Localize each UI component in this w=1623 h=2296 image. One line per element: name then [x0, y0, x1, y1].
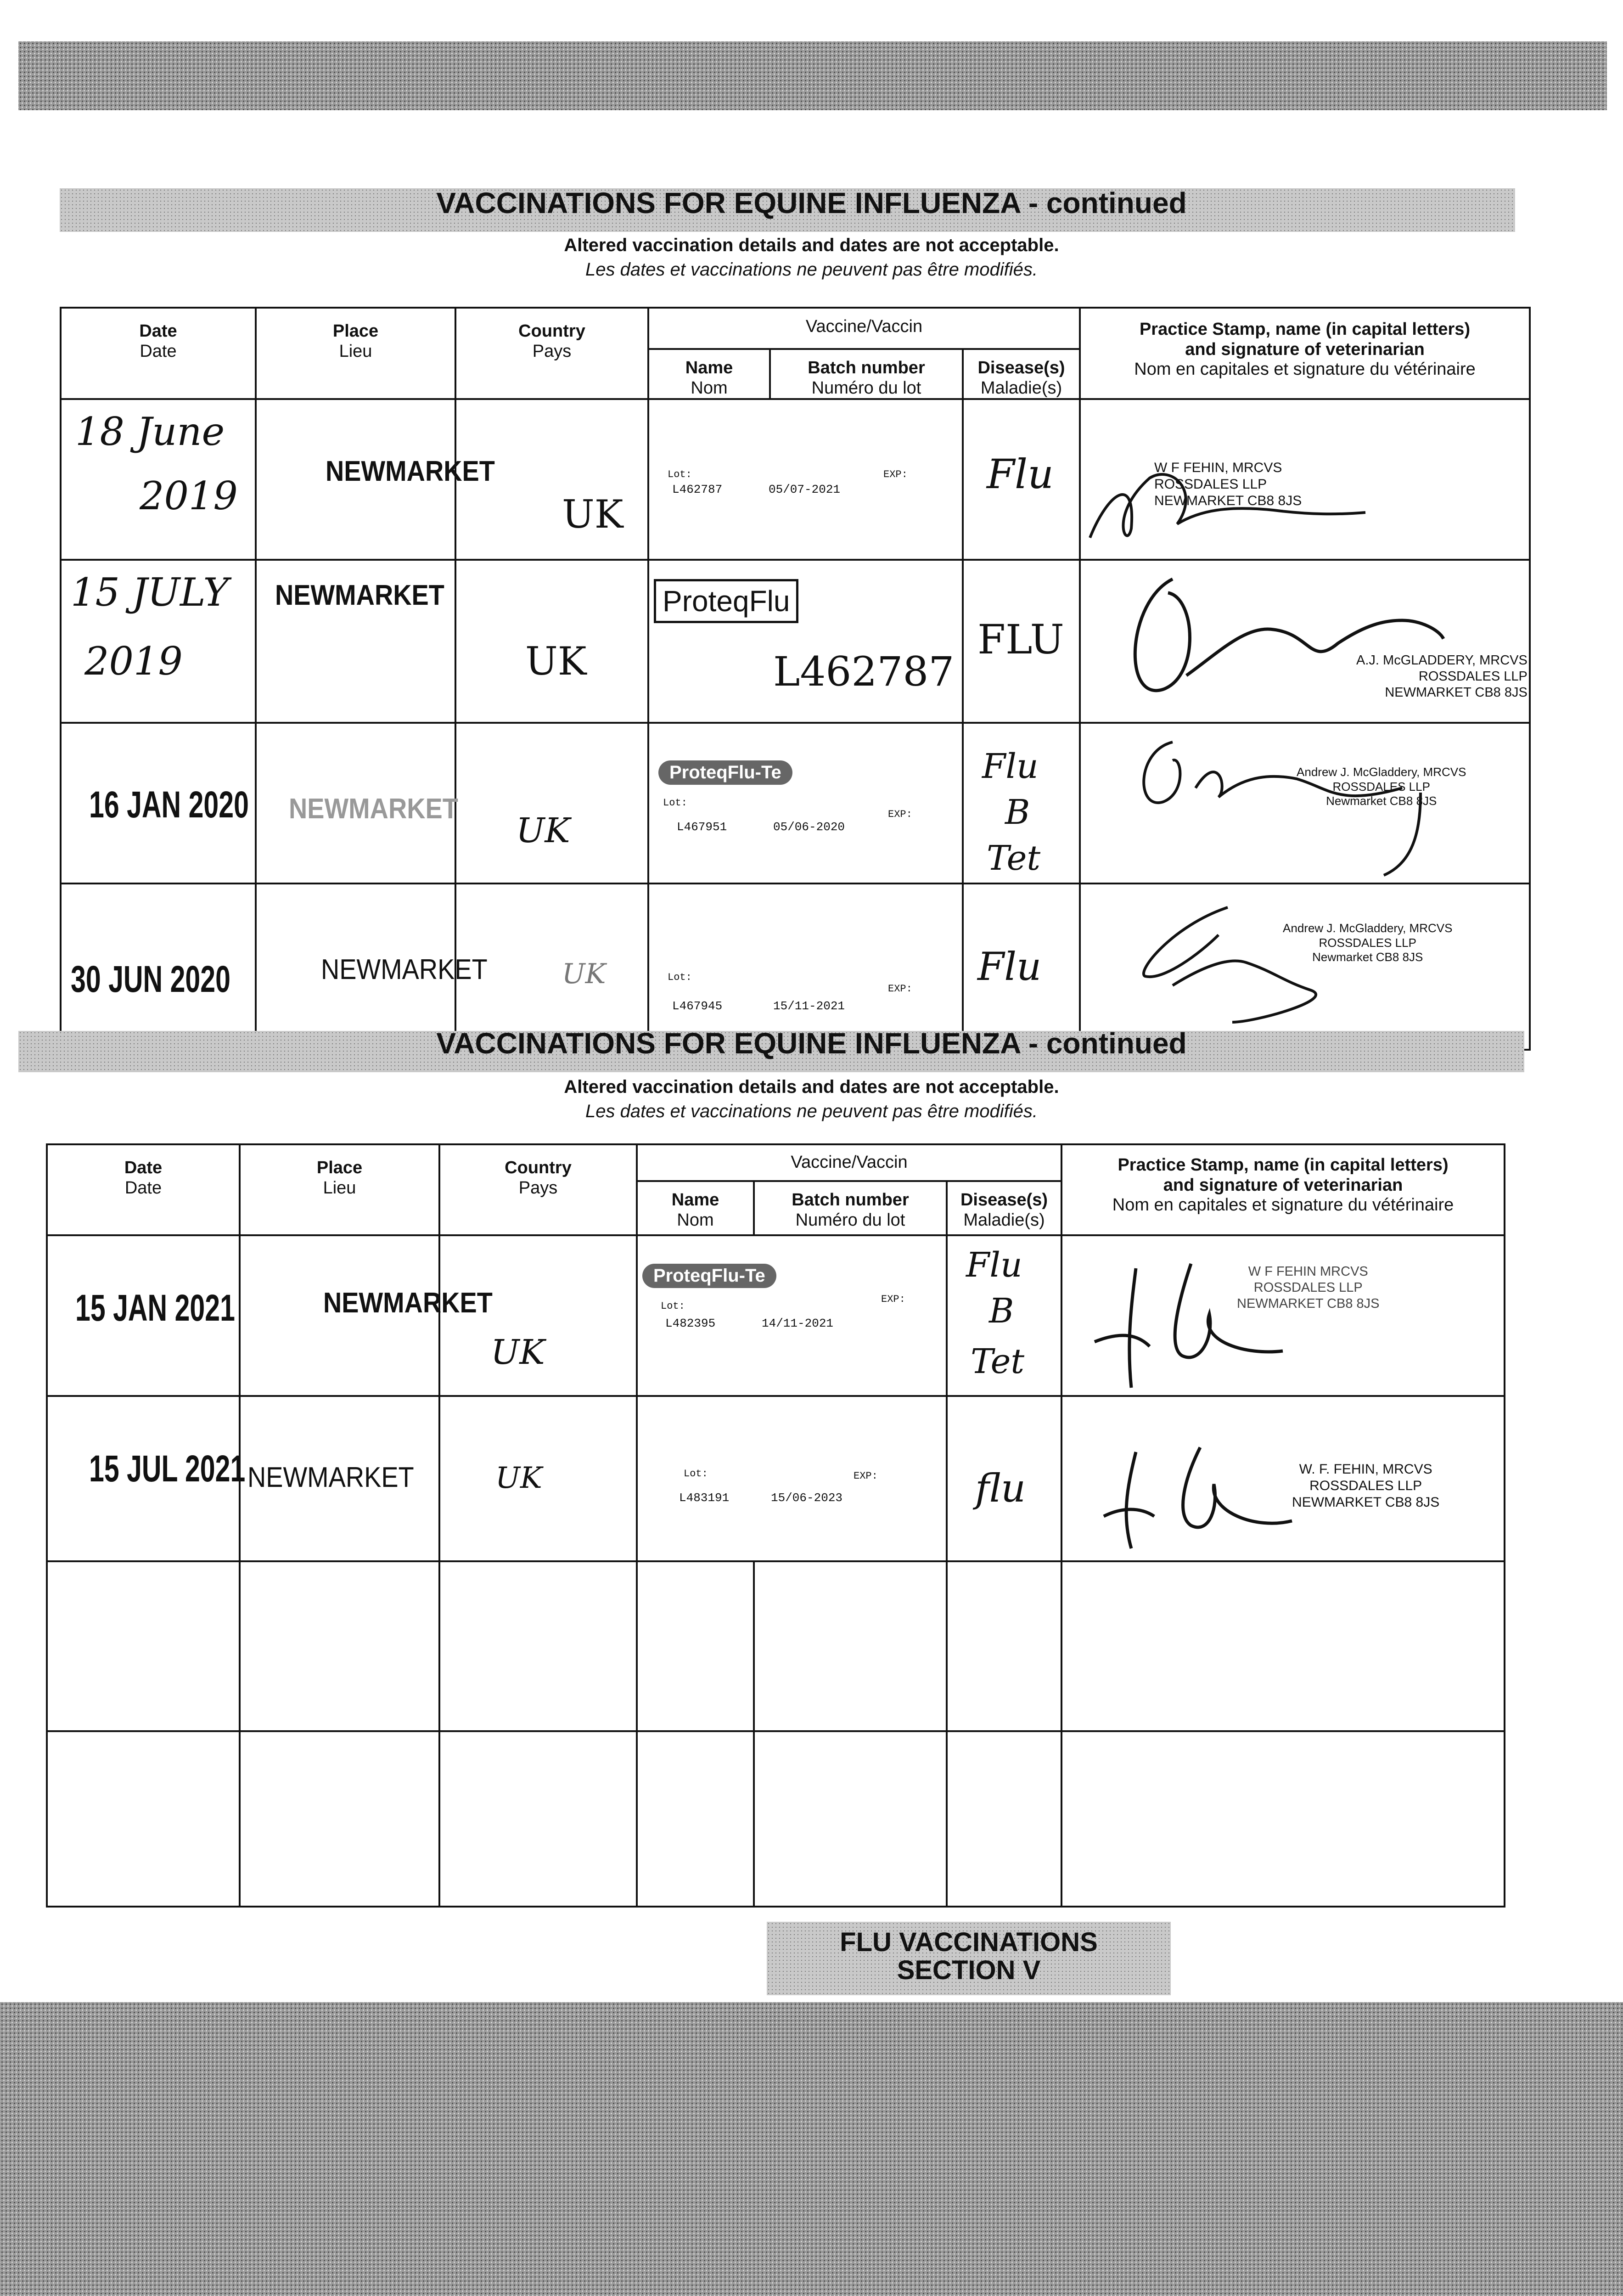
date-stamp: 30 JUN 2020: [71, 958, 230, 1001]
expiry-date: 15/06-2023: [771, 1491, 843, 1505]
expiry-date: 14/11-2021: [762, 1317, 834, 1330]
vaccine-name-sticker: ProteqFlu-Te: [642, 1264, 776, 1288]
vaccination-table-top: [60, 307, 1531, 1051]
signature: [1081, 400, 1531, 561]
disease-handwritten: Flu: [966, 1245, 1022, 1285]
place-stamp: NEWMARKET: [323, 1287, 493, 1319]
notice-fr-bottom: Les dates et vaccinations ne peuvent pas être modifiés.: [585, 1101, 1038, 1121]
country-handwritten: UK: [562, 958, 606, 990]
notice-en-bottom: Altered vaccination details and dates are not acceptable.: [564, 1077, 1059, 1097]
header-practice-stamp: Practice Stamp, name (in capital letters) and signature of veterinarian Nom en capitales et signature du vétérinaire: [1061, 1144, 1505, 1235]
country-handwritten: UK: [525, 639, 587, 684]
disease-handwritten: flu: [975, 1466, 1026, 1511]
date-handwritten: 15 JULY: [71, 570, 229, 615]
notice-en-top: Altered vaccination details and dates are not acceptable.: [564, 235, 1059, 255]
lot-label: Lot:: [663, 797, 687, 809]
header-place: Place Lieu: [256, 308, 455, 399]
header-practice-stamp: Practice Stamp, name (in capital letters) and signature of veterinarian Nom en capitales et signature du vétérinaire: [1080, 308, 1530, 399]
lot-label: Lot:: [684, 1468, 708, 1480]
lot-label: Lot:: [661, 1300, 685, 1312]
vet-stamp: A.J. McGLADDERY, MRCVS ROSSDALES LLP NEWMARKET CB8 8JS: [1356, 653, 1528, 700]
date-stamp: 15 JUL 2021: [89, 1448, 246, 1490]
lot-label: Lot:: [668, 972, 692, 984]
scan-bottom-band: [0, 2002, 1623, 2296]
vet-stamp: Andrew J. McGladdery, MRCVS ROSSDALES LLP Newmarket CB8 8JS: [1297, 765, 1466, 808]
header-vaccine: Vaccine/Vaccin: [648, 308, 1080, 349]
date-handwritten: 2019: [84, 639, 183, 684]
disease-handwritten: Flu: [987, 450, 1054, 498]
header-batch: Batch number Numéro du lot: [754, 1181, 947, 1235]
header-disease: Disease(s) Maladie(s): [947, 1181, 1061, 1235]
header-place: Place Lieu: [240, 1144, 439, 1235]
table-row: [61, 723, 1530, 884]
disease-handwritten: Tet: [987, 838, 1041, 878]
batch-number: L482395: [665, 1317, 716, 1330]
lot-label: Lot:: [668, 469, 692, 481]
header-name: Name Nom: [637, 1181, 754, 1235]
vet-stamp: W F FEHIN, MRCVS ROSSDALES LLP NEWMARKET CB8 8JS: [1154, 460, 1302, 509]
table-row-empty: [47, 1561, 1505, 1731]
country-handwritten: UK: [491, 1333, 545, 1372]
disease-handwritten: Flu: [977, 944, 1042, 990]
signature: [1062, 1236, 1505, 1397]
disease-handwritten: Flu: [982, 747, 1039, 787]
batch-number: L467951: [677, 820, 727, 834]
vaccine-name-sticker: ProteqFlu-Te: [658, 760, 792, 785]
date-stamp: 16 JAN 2020: [89, 784, 249, 826]
header-vaccine: Vaccine/Vaccin: [637, 1144, 1061, 1181]
place-stamp: NEWMARKET: [289, 793, 458, 825]
table-row-empty: [47, 1731, 1505, 1907]
header-date: Date Date: [47, 1144, 240, 1235]
country-handwritten: UK: [516, 811, 570, 851]
disease-handwritten: Tet: [971, 1342, 1025, 1381]
notice-fr-top: Les dates et vaccinations ne peuvent pas être modifiés.: [585, 259, 1038, 280]
country-handwritten: UK: [495, 1461, 542, 1495]
expiry-label: EXP:: [888, 983, 912, 995]
date-stamp: 15 JAN 2021: [75, 1287, 235, 1329]
expiry-label: EXP:: [854, 1470, 878, 1482]
footer-label: [767, 1929, 1171, 1985]
place-stamp: NEWMARKET: [247, 1462, 414, 1493]
disease-handwritten: B: [1005, 793, 1030, 833]
expiry-label: EXP:: [883, 469, 908, 481]
batch-number: L462787: [773, 648, 955, 696]
footer-line-2: SECTION V: [897, 1955, 1041, 1985]
table-row: [47, 1235, 1505, 1396]
table-row: [61, 560, 1530, 723]
header-batch: Batch number Numéro du lot: [770, 349, 963, 399]
table-row: [61, 884, 1530, 1050]
date-handwritten: 2019: [140, 473, 238, 519]
batch-number: L467945: [672, 999, 723, 1013]
date-handwritten: 18 June: [75, 409, 225, 455]
country-handwritten: UK: [562, 492, 623, 537]
batch-number: L462787: [672, 483, 723, 497]
section-title-top: VACCINATIONS FOR EQUINE INFLUENZA - continued: [436, 186, 1187, 219]
header-name: Name Nom: [648, 349, 770, 399]
section-title-bottom: VACCINATIONS FOR EQUINE INFLUENZA - continued: [436, 1027, 1187, 1060]
expiry-date: 05/06-2020: [773, 820, 845, 834]
table-row: [47, 1396, 1505, 1561]
footer-line-1: FLU VACCINATIONS: [840, 1927, 1098, 1957]
place-stamp: NEWMARKET: [275, 580, 444, 612]
vaccination-table-bottom: [46, 1143, 1505, 1908]
vaccine-name-sticker: ProteqFlu: [654, 579, 798, 623]
disease-handwritten: FLU: [977, 616, 1064, 664]
scan-top-band: [18, 41, 1607, 110]
header-disease: Disease(s) Maladie(s): [963, 349, 1080, 399]
place-stamp: NEWMARKET: [321, 954, 488, 986]
vet-stamp: W. F. FEHIN, MRCVS ROSSDALES LLP NEWMARKET CB8 8JS: [1292, 1462, 1440, 1510]
header-country: Country Pays: [439, 1144, 637, 1235]
header-date: Date Date: [61, 308, 256, 399]
table-row: [61, 399, 1530, 560]
header-country: Country Pays: [455, 308, 648, 399]
expiry-date: 15/11-2021: [773, 999, 845, 1013]
place-stamp: NEWMARKET: [326, 456, 495, 488]
disease-handwritten: B: [989, 1291, 1014, 1331]
expiry-label: EXP:: [888, 809, 912, 821]
expiry-label: EXP:: [881, 1294, 905, 1305]
expiry-date: 05/07-2021: [769, 483, 841, 497]
vet-stamp: W F FEHIN MRCVS ROSSDALES LLP NEWMARKET CB8 8JS: [1237, 1264, 1380, 1311]
vet-stamp: Andrew J. McGladdery, MRCVS ROSSDALES LLP Newmarket CB8 8JS: [1283, 921, 1453, 964]
batch-number: L483191: [679, 1491, 730, 1505]
